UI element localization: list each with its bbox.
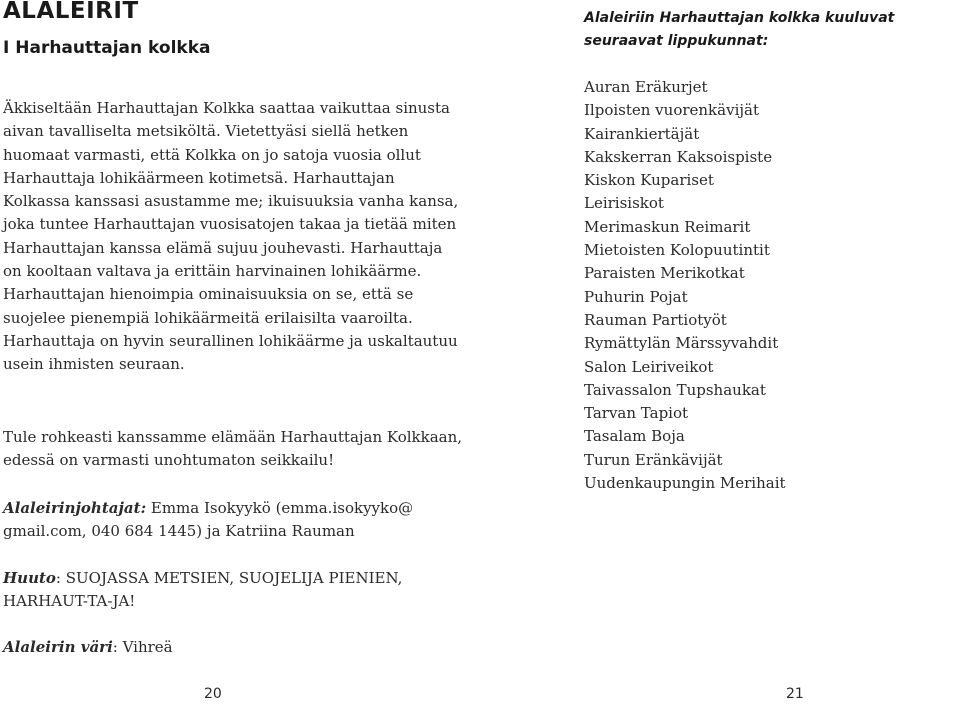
color-paragraph — [3, 636, 463, 659]
troops-heading: Alaleiriin Harhauttajan kolkka kuuluvat seuraavat lippukunnat: — [584, 10, 895, 49]
leaders-text: Emma Isokyykö (emma.isokyyko@ gmail.com, 040 684 1445) ja Katriina Rauman — [3, 499, 414, 541]
troop-list — [584, 76, 786, 495]
invitation-paragraph: Tule rohkeasti kanssamme elämään Harhauttajan Kolkkaan, edessä on varmasti unohtumaton seikkailu! — [3, 428, 463, 470]
page-title: ALALEIRIT — [3, 0, 139, 24]
troop-item: Merimaskun Reimarit — [584, 217, 751, 236]
color-label: Alaleirin väri — [3, 638, 113, 656]
troop-item: Kiskon Kupariset — [584, 171, 714, 190]
troop-item: Mietoisten Kolopuutintit — [584, 241, 770, 260]
intro-paragraph: Äkkiseltään Harhauttajan Kolkka saattaa vaikuttaa sinusta aivan tavalliselta metsiköltä. Vietettyäsi siellä hetken huomaat varmasti, että Kolkka on jo satoja vuosia ollut Harhauttaja lohikäärmeen kotimetsä. Harhauttajan Kolkassa kanssasi asustamme me; ikuisuuksia vanha kansa, joka tuntee Harhauttajan vuosisatojen takaa ja tietää miten Harhauttajan kanssa elämä sujuu jouhevasti. Harhauttaja on kooltaan valtava ja erittäin harvinainen lohikäärme. Harhauttajan hienoimpia ominaisuuksia on se, että se suojelee pienempiä lohikäärmeitä erilaisilta vaaroilta. Harhauttaja on hyvin seurallinen lohikäärme ja uskaltautuu usein ihmisten seuraan. — [3, 99, 459, 374]
shout-paragraph — [3, 567, 463, 614]
color-text: : Vihreä — [112, 638, 173, 656]
shout-text: : SUOJASSA METSIEN, SUOJELIJA PIENIEN, HARHAUT-TA-JA! — [3, 569, 403, 611]
troop-item: Ilpoisten vuorenkävijät — [584, 101, 759, 120]
leaders-paragraph — [3, 497, 463, 544]
troop-item: Salon Leiriveikot — [584, 357, 714, 376]
troop-item: Auran Eräkurjet — [584, 78, 708, 96]
subcamp-subtitle: I Harhauttajan kolkka — [3, 38, 211, 58]
shout-label: Huuto — [3, 569, 56, 587]
troop-item: Tarvan Tapiot — [584, 404, 689, 423]
troop-item: Leirisiskot — [584, 194, 664, 213]
troop-item: Uudenkaupungin Merihait — [584, 474, 786, 493]
troop-item: Rauman Partiotyöt — [584, 310, 727, 329]
troop-item: Taivassalon Tupshaukat — [584, 380, 766, 399]
troop-item: Tasalam Boja — [584, 427, 685, 446]
troop-item: Paraisten Merikotkat — [584, 264, 745, 283]
troop-item: Kakskerran Kaksoispiste — [584, 147, 773, 166]
page-number-right: 21 — [786, 686, 804, 702]
page-number-left: 20 — [204, 686, 222, 702]
troop-item: Kairankiertäjät — [584, 124, 700, 143]
troop-item: Rymättylän Märssyvahdit — [584, 334, 779, 353]
troop-item: Puhurin Pojat — [584, 287, 688, 306]
troop-item: Turun Eränkävijät — [584, 450, 723, 469]
leaders-label: Alaleirinjohtajat: — [3, 499, 147, 517]
